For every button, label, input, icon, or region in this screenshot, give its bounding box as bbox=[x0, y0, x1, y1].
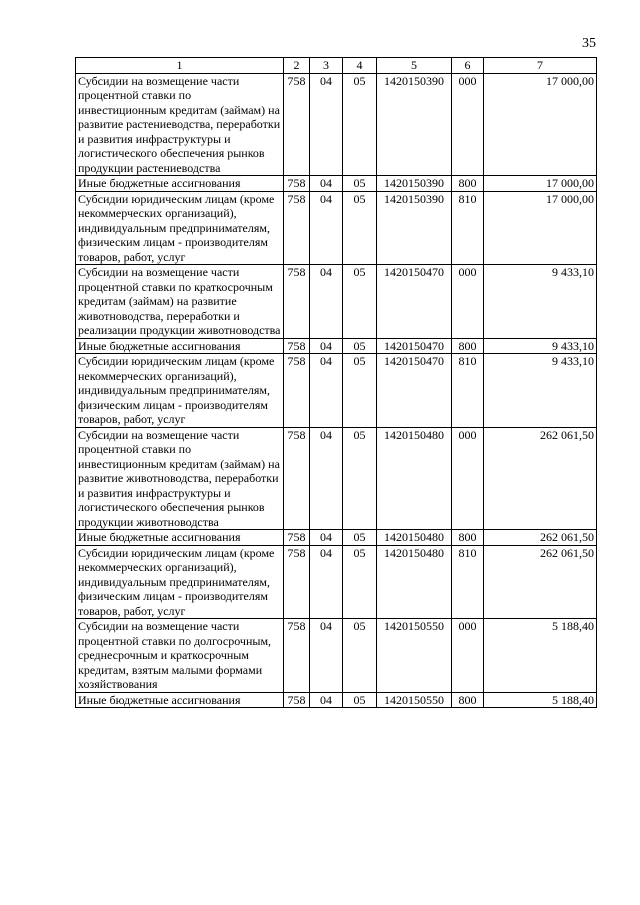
table-header-row bbox=[76, 58, 597, 74]
subsection-code: 05 bbox=[343, 265, 377, 339]
subsection-code: 05 bbox=[343, 692, 377, 708]
ministry-code: 758 bbox=[284, 530, 310, 546]
subsection-code: 05 bbox=[343, 545, 377, 619]
ministry-code: 758 bbox=[284, 354, 310, 428]
table-row bbox=[76, 354, 597, 428]
item-name: Субсидии юридическим лицам (кроме некоммерческих организаций), индивидуальным предпринимателям, физическим лицам - производителям товаров, работ, услуг bbox=[76, 354, 284, 428]
subsection-code: 05 bbox=[343, 427, 377, 530]
target-article-code: 1420150480 bbox=[377, 530, 452, 546]
column-header: 5 bbox=[377, 58, 452, 74]
target-article-code: 1420150550 bbox=[377, 619, 452, 693]
amount: 9 433,10 bbox=[484, 338, 597, 354]
section-code: 04 bbox=[310, 176, 343, 192]
table-row bbox=[76, 692, 597, 708]
section-code: 04 bbox=[310, 338, 343, 354]
table-row bbox=[76, 427, 597, 530]
expense-type-code: 000 bbox=[452, 619, 484, 693]
section-code: 04 bbox=[310, 354, 343, 428]
subsection-code: 05 bbox=[343, 530, 377, 546]
amount: 9 433,10 bbox=[484, 265, 597, 339]
ministry-code: 758 bbox=[284, 545, 310, 619]
ministry-code: 758 bbox=[284, 338, 310, 354]
amount: 5 188,40 bbox=[484, 692, 597, 708]
amount: 262 061,50 bbox=[484, 530, 597, 546]
subsection-code: 05 bbox=[343, 176, 377, 192]
target-article-code: 1420150480 bbox=[377, 545, 452, 619]
table-body bbox=[76, 73, 597, 708]
amount: 262 061,50 bbox=[484, 427, 597, 530]
column-header: 7 bbox=[484, 58, 597, 74]
ministry-code: 758 bbox=[284, 692, 310, 708]
expense-type-code: 810 bbox=[452, 354, 484, 428]
table-row bbox=[76, 338, 597, 354]
expense-type-code: 800 bbox=[452, 338, 484, 354]
table-row bbox=[76, 176, 597, 192]
table-row bbox=[76, 73, 597, 176]
expense-type-code: 810 bbox=[452, 191, 484, 265]
target-article-code: 1420150470 bbox=[377, 338, 452, 354]
amount: 17 000,00 bbox=[484, 176, 597, 192]
column-header: 6 bbox=[452, 58, 484, 74]
section-code: 04 bbox=[310, 530, 343, 546]
section-code: 04 bbox=[310, 73, 343, 176]
ministry-code: 758 bbox=[284, 191, 310, 265]
column-header: 1 bbox=[76, 58, 284, 74]
target-article-code: 1420150470 bbox=[377, 265, 452, 339]
section-code: 04 bbox=[310, 692, 343, 708]
target-article-code: 1420150390 bbox=[377, 73, 452, 176]
section-code: 04 bbox=[310, 545, 343, 619]
table-row bbox=[76, 530, 597, 546]
ministry-code: 758 bbox=[284, 73, 310, 176]
amount: 5 188,40 bbox=[484, 619, 597, 693]
item-name: Иные бюджетные ассигнования bbox=[76, 176, 284, 192]
subsection-code: 05 bbox=[343, 354, 377, 428]
expense-type-code: 800 bbox=[452, 176, 484, 192]
section-code: 04 bbox=[310, 191, 343, 265]
item-name: Иные бюджетные ассигнования bbox=[76, 338, 284, 354]
table-row bbox=[76, 191, 597, 265]
ministry-code: 758 bbox=[284, 176, 310, 192]
expense-type-code: 810 bbox=[452, 545, 484, 619]
item-name: Субсидии на возмещение части процентной ставки по долгосрочным, среднесрочным и краткосрочным кредитам, взятым малыми формами хозяйствования bbox=[76, 619, 284, 693]
table-row bbox=[76, 265, 597, 339]
item-name: Субсидии на возмещение части процентной ставки по инвестиционным кредитам (займам) на развитие растениеводства, переработки и развития инфраструктуры и логистического обеспечения рынков продукции растениеводства bbox=[76, 73, 284, 176]
table-row bbox=[76, 545, 597, 619]
expense-type-code: 000 bbox=[452, 73, 484, 176]
page-number: 35 bbox=[582, 36, 596, 51]
target-article-code: 1420150390 bbox=[377, 191, 452, 265]
subsection-code: 05 bbox=[343, 191, 377, 265]
expense-type-code: 800 bbox=[452, 692, 484, 708]
subsection-code: 05 bbox=[343, 338, 377, 354]
expense-type-code: 000 bbox=[452, 265, 484, 339]
target-article-code: 1420150390 bbox=[377, 176, 452, 192]
section-code: 04 bbox=[310, 619, 343, 693]
ministry-code: 758 bbox=[284, 619, 310, 693]
target-article-code: 1420150470 bbox=[377, 354, 452, 428]
column-header: 3 bbox=[310, 58, 343, 74]
expense-type-code: 800 bbox=[452, 530, 484, 546]
item-name: Иные бюджетные ассигнования bbox=[76, 692, 284, 708]
item-name: Субсидии юридическим лицам (кроме некоммерческих организаций), индивидуальным предпринимателям, физическим лицам - производителям товаров, работ, услуг bbox=[76, 545, 284, 619]
target-article-code: 1420150550 bbox=[377, 692, 452, 708]
budget-table bbox=[75, 57, 597, 708]
section-code: 04 bbox=[310, 265, 343, 339]
item-name: Субсидии юридическим лицам (кроме некоммерческих организаций), индивидуальным предпринимателям, физическим лицам - производителям товаров, работ, услуг bbox=[76, 191, 284, 265]
subsection-code: 05 bbox=[343, 619, 377, 693]
ministry-code: 758 bbox=[284, 265, 310, 339]
amount: 17 000,00 bbox=[484, 191, 597, 265]
table-row bbox=[76, 619, 597, 693]
amount: 262 061,50 bbox=[484, 545, 597, 619]
expense-type-code: 000 bbox=[452, 427, 484, 530]
item-name: Субсидии на возмещение части процентной ставки по инвестиционным кредитам (займам) на развитие животноводства, переработки и развития инфраструктуры и логистического обеспечения рынков продукции животноводства bbox=[76, 427, 284, 530]
ministry-code: 758 bbox=[284, 427, 310, 530]
amount: 17 000,00 bbox=[484, 73, 597, 176]
section-code: 04 bbox=[310, 427, 343, 530]
item-name: Субсидии на возмещение части процентной ставки по краткосрочным кредитам (займам) на развитие животноводства, переработки и реализации продукции животноводства bbox=[76, 265, 284, 339]
item-name: Иные бюджетные ассигнования bbox=[76, 530, 284, 546]
subsection-code: 05 bbox=[343, 73, 377, 176]
column-header: 4 bbox=[343, 58, 377, 74]
target-article-code: 1420150480 bbox=[377, 427, 452, 530]
column-header: 2 bbox=[284, 58, 310, 74]
amount: 9 433,10 bbox=[484, 354, 597, 428]
